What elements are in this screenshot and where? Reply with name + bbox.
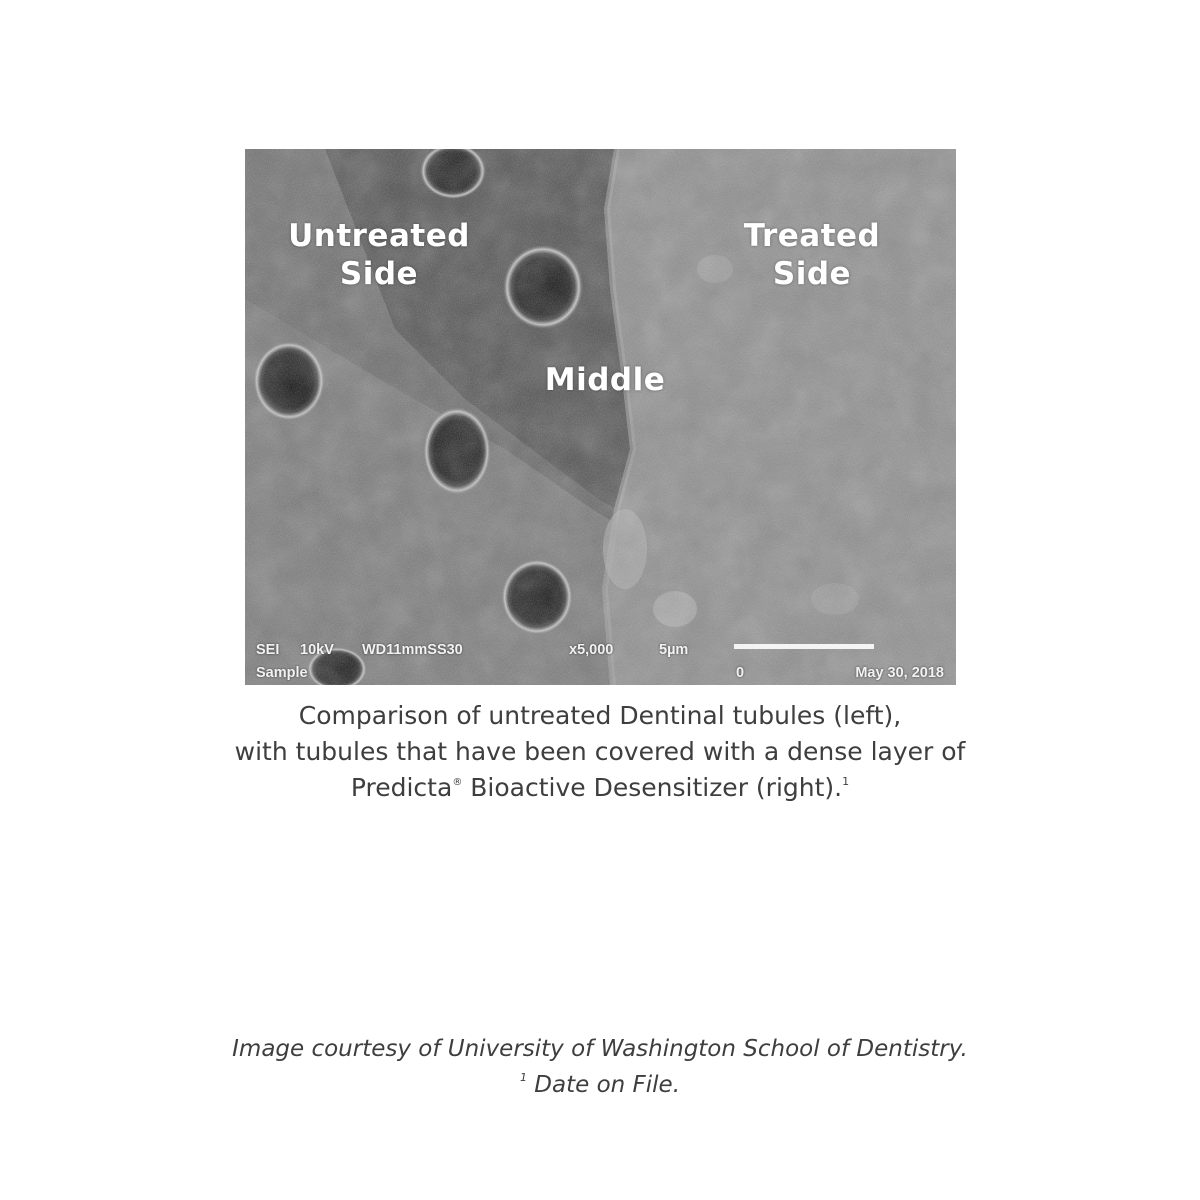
credit-footnote-mark: 1 (519, 1071, 527, 1084)
caption-line-3-rest: Bioactive Desensitizer (right). (462, 773, 843, 802)
sem-date: May 30, 2018 (855, 665, 944, 681)
credit-line-2 (100, 1067, 1100, 1103)
untreated-label-line2: Side (339, 256, 419, 292)
scale-bar (734, 644, 874, 649)
sem-magnification: x5,000 (569, 642, 614, 658)
caption-product-name: Predicta (350, 773, 453, 802)
treated-label-line2: Side (772, 256, 852, 292)
untreated-label-line1: Untreated (288, 218, 470, 254)
sem-working-distance: WD11mmSS30 (362, 642, 463, 658)
credit-line-1: Image courtesy of University of Washington School of Dentistry. (232, 1036, 968, 1062)
treated-label-line1: Treated (743, 218, 881, 254)
sem-scale-value: 5µm (659, 642, 689, 658)
sem-voltage: 10kV (300, 642, 334, 658)
treated-side-label (715, 217, 909, 293)
figure-caption (100, 698, 1100, 806)
caption-line-2: with tubules that have been covered with a dense layer of (234, 737, 966, 766)
caption-footnote-mark: 1 (842, 775, 850, 788)
sem-mode: SEI (256, 642, 280, 658)
sem-zero: 0 (736, 665, 745, 681)
middle-label: Middle (544, 362, 666, 398)
sem-micrograph (245, 149, 956, 685)
image-credit (100, 1031, 1100, 1103)
caption-line-1: Comparison of untreated Dentinal tubules (left), (298, 701, 902, 730)
credit-footnote-text: Date on File. (526, 1072, 681, 1098)
untreated-side-label (275, 217, 483, 293)
sem-sample: Sample (256, 665, 308, 681)
registered-mark: ® (452, 777, 463, 788)
caption-line-3 (100, 770, 1100, 806)
